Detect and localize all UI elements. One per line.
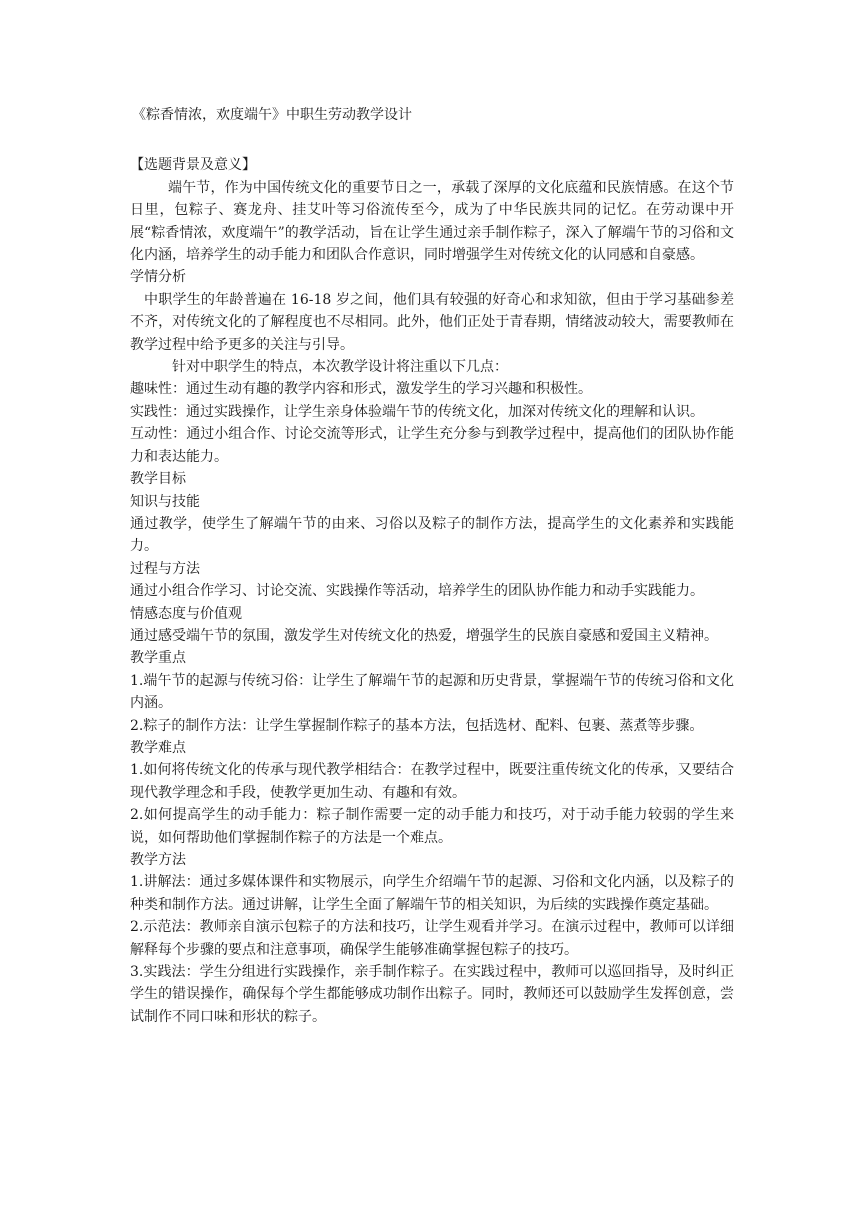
key-point-1: 1.端午节的起源与传统习俗：让学生了解端午节的起源和历史背景，掌握端午节的传统习俗和文化内涵。 — [130, 672, 734, 712]
method-3: 3.实践法：学生分组进行实践操作，亲手制作粽子。在实践过程中，教师可以巡回指导，及时纠正学生的错误操作，确保每个学生都能够成功制作出粽子。同时，教师还可以鼓励学生发挥创意，尝试制作不同口味和形状的粽子。 — [130, 964, 734, 1025]
key-points-heading: 教学重点 — [130, 650, 186, 667]
background-paragraph: 端午节，作为中国传统文化的重要节日之一，承载了深厚的文化底蕴和民族情感。在这个节日里，包粽子、赛龙舟、挂艾叶等习俗流传至今，成为了中华民族共同的记忆。在劳动课中开展“粽香情浓，欢度端午”的教学活动，旨在让学生通过亲手制作粽子，深入了解端午节的习俗和文化内涵，培养学生的动手能力和团队合作意识，同时增强学生对传统文化的认同感和自豪感。 — [130, 179, 734, 264]
goal-knowledge-body: 通过教学，使学生了解端午节的由来、习俗以及粽子的制作方法，提高学生的文化素养和实践能力。 — [130, 515, 734, 555]
point-fun: 趣味性：通过生动有趣的教学内容和形式，激发学生的学习兴趣和积极性。 — [130, 381, 592, 398]
goal-emotion-heading: 情感态度与价值观 — [130, 605, 242, 622]
background-heading: 【选题背景及意义】 — [130, 157, 256, 174]
methods-heading: 教学方法 — [130, 852, 186, 868]
goal-emotion-body: 通过感受端午节的氛围，激发学生对传统文化的热爱，增强学生的民族自豪感和爱国主义精神。 — [130, 627, 718, 644]
point-interact: 互动性：通过小组合作、讨论交流等形式，让学生充分参与到教学过程中，提高他们的团队协作能力和表达能力。 — [130, 426, 734, 465]
analysis-lead: 针对中职学生的特点，本次教学设计将注重以下几点： — [172, 359, 508, 376]
document-title: 《粽香情浓，欢度端午》中职生劳动教学设计 — [132, 107, 412, 123]
point-practice: 实践性：通过实践操作，让学生亲身体验端午节的传统文化，加深对传统文化的理解和认识。 — [130, 403, 704, 420]
key-point-2: 2.粽子的制作方法：让学生掌握制作粽子的基本方法，包括选材、配料、包裹、蒸煮等步骤。 — [130, 717, 704, 734]
method-2: 2.示范法：教师亲自演示包粽子的方法和技巧，让学生观看并学习。在演示过程中，教师可以详细解释每个步骤的要点和注意事项，确保学生能够准确掌握包粽子的技巧。 — [130, 919, 734, 958]
difficulties-heading: 教学难点 — [130, 739, 186, 756]
difficulty-2: 2.如何提高学生的动手能力：粽子制作需要一定的动手能力和技巧，对于动手能力较弱的学生来说，如何帮助他们掌握制作粽子的方法是一个难点。 — [130, 807, 734, 846]
spacer — [130, 126, 734, 154]
analysis-paragraph: 中职学生的年龄普遍在 16-18 岁之间，他们具有较强的好奇心和求知欲，但由于学习基础参差不齐，对传统文化的了解程度也不尽相同。此外，他们正处于青春期，情绪波动较大，需要教师在教学过程中给予更多的关注与引导。 — [130, 291, 734, 353]
goals-heading: 教学目标 — [130, 471, 186, 488]
difficulty-1: 1.如何将传统文化的传承与现代教学相结合：在教学过程中，既要注重传统文化的传承，又要结合现代教学理念和手段，使教学更加生动、有趣和有效。 — [130, 762, 734, 801]
goal-knowledge-heading: 知识与技能 — [130, 493, 200, 510]
goal-process-body: 通过小组合作学习、讨论交流、实践操作等活动，培养学生的团队协作能力和动手实践能力。 — [130, 583, 704, 600]
method-1: 1.讲解法：通过多媒体课件和实物展示，向学生介绍端午节的起源、习俗和文化内涵，以及粽子的种类和制作方法。通过讲解，让学生全面了解端午节的相关知识，为后续的实践操作奠定基础。 — [130, 874, 734, 913]
analysis-heading: 学情分析 — [130, 269, 186, 286]
goal-process-heading: 过程与方法 — [130, 560, 200, 577]
